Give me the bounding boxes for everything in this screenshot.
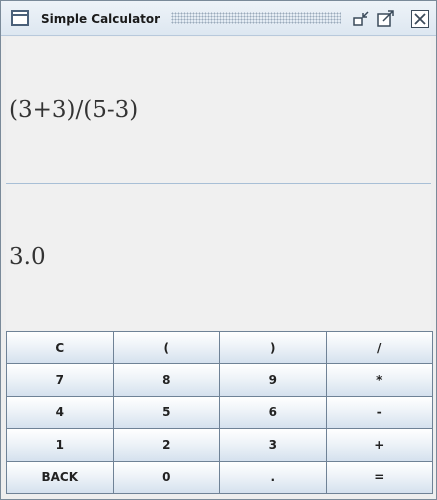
digit-3-button[interactable]: 3 [220,429,326,460]
clear-button[interactable]: C [7,332,113,363]
decimal-point-button[interactable]: . [220,462,326,493]
title-bar[interactable] [1,1,436,36]
keypad [6,331,433,494]
expression-text: (3+3)/(5-3) [9,97,139,123]
digit-4-button[interactable]: 4 [7,397,113,428]
digit-8-button[interactable]: 8 [114,364,220,395]
digit-7-button[interactable]: 7 [7,364,113,395]
digit-5-button[interactable]: 5 [114,397,220,428]
window-title: Simple Calculator [41,12,161,26]
multiply-button[interactable]: * [327,364,433,395]
maximize-icon[interactable] [377,10,395,28]
expression-display[interactable] [6,37,431,184]
add-button[interactable]: + [327,429,433,460]
title-bar-grip[interactable] [171,12,341,24]
digit-1-button[interactable]: 1 [7,429,113,460]
divide-button[interactable]: / [327,332,433,363]
result-display[interactable] [6,184,431,330]
open-paren-button[interactable]: ( [114,332,220,363]
close-paren-button[interactable]: ) [220,332,326,363]
back-button[interactable]: BACK [7,462,113,493]
minimize-icon[interactable] [353,10,371,28]
close-icon[interactable] [411,10,429,28]
window-icon [11,10,29,26]
digit-9-button[interactable]: 9 [220,364,326,395]
equals-button[interactable]: = [327,462,433,493]
digit-2-button[interactable]: 2 [114,429,220,460]
subtract-button[interactable]: - [327,397,433,428]
digit-0-button[interactable]: 0 [114,462,220,493]
digit-6-button[interactable]: 6 [220,397,326,428]
result-text: 3.0 [9,244,46,270]
